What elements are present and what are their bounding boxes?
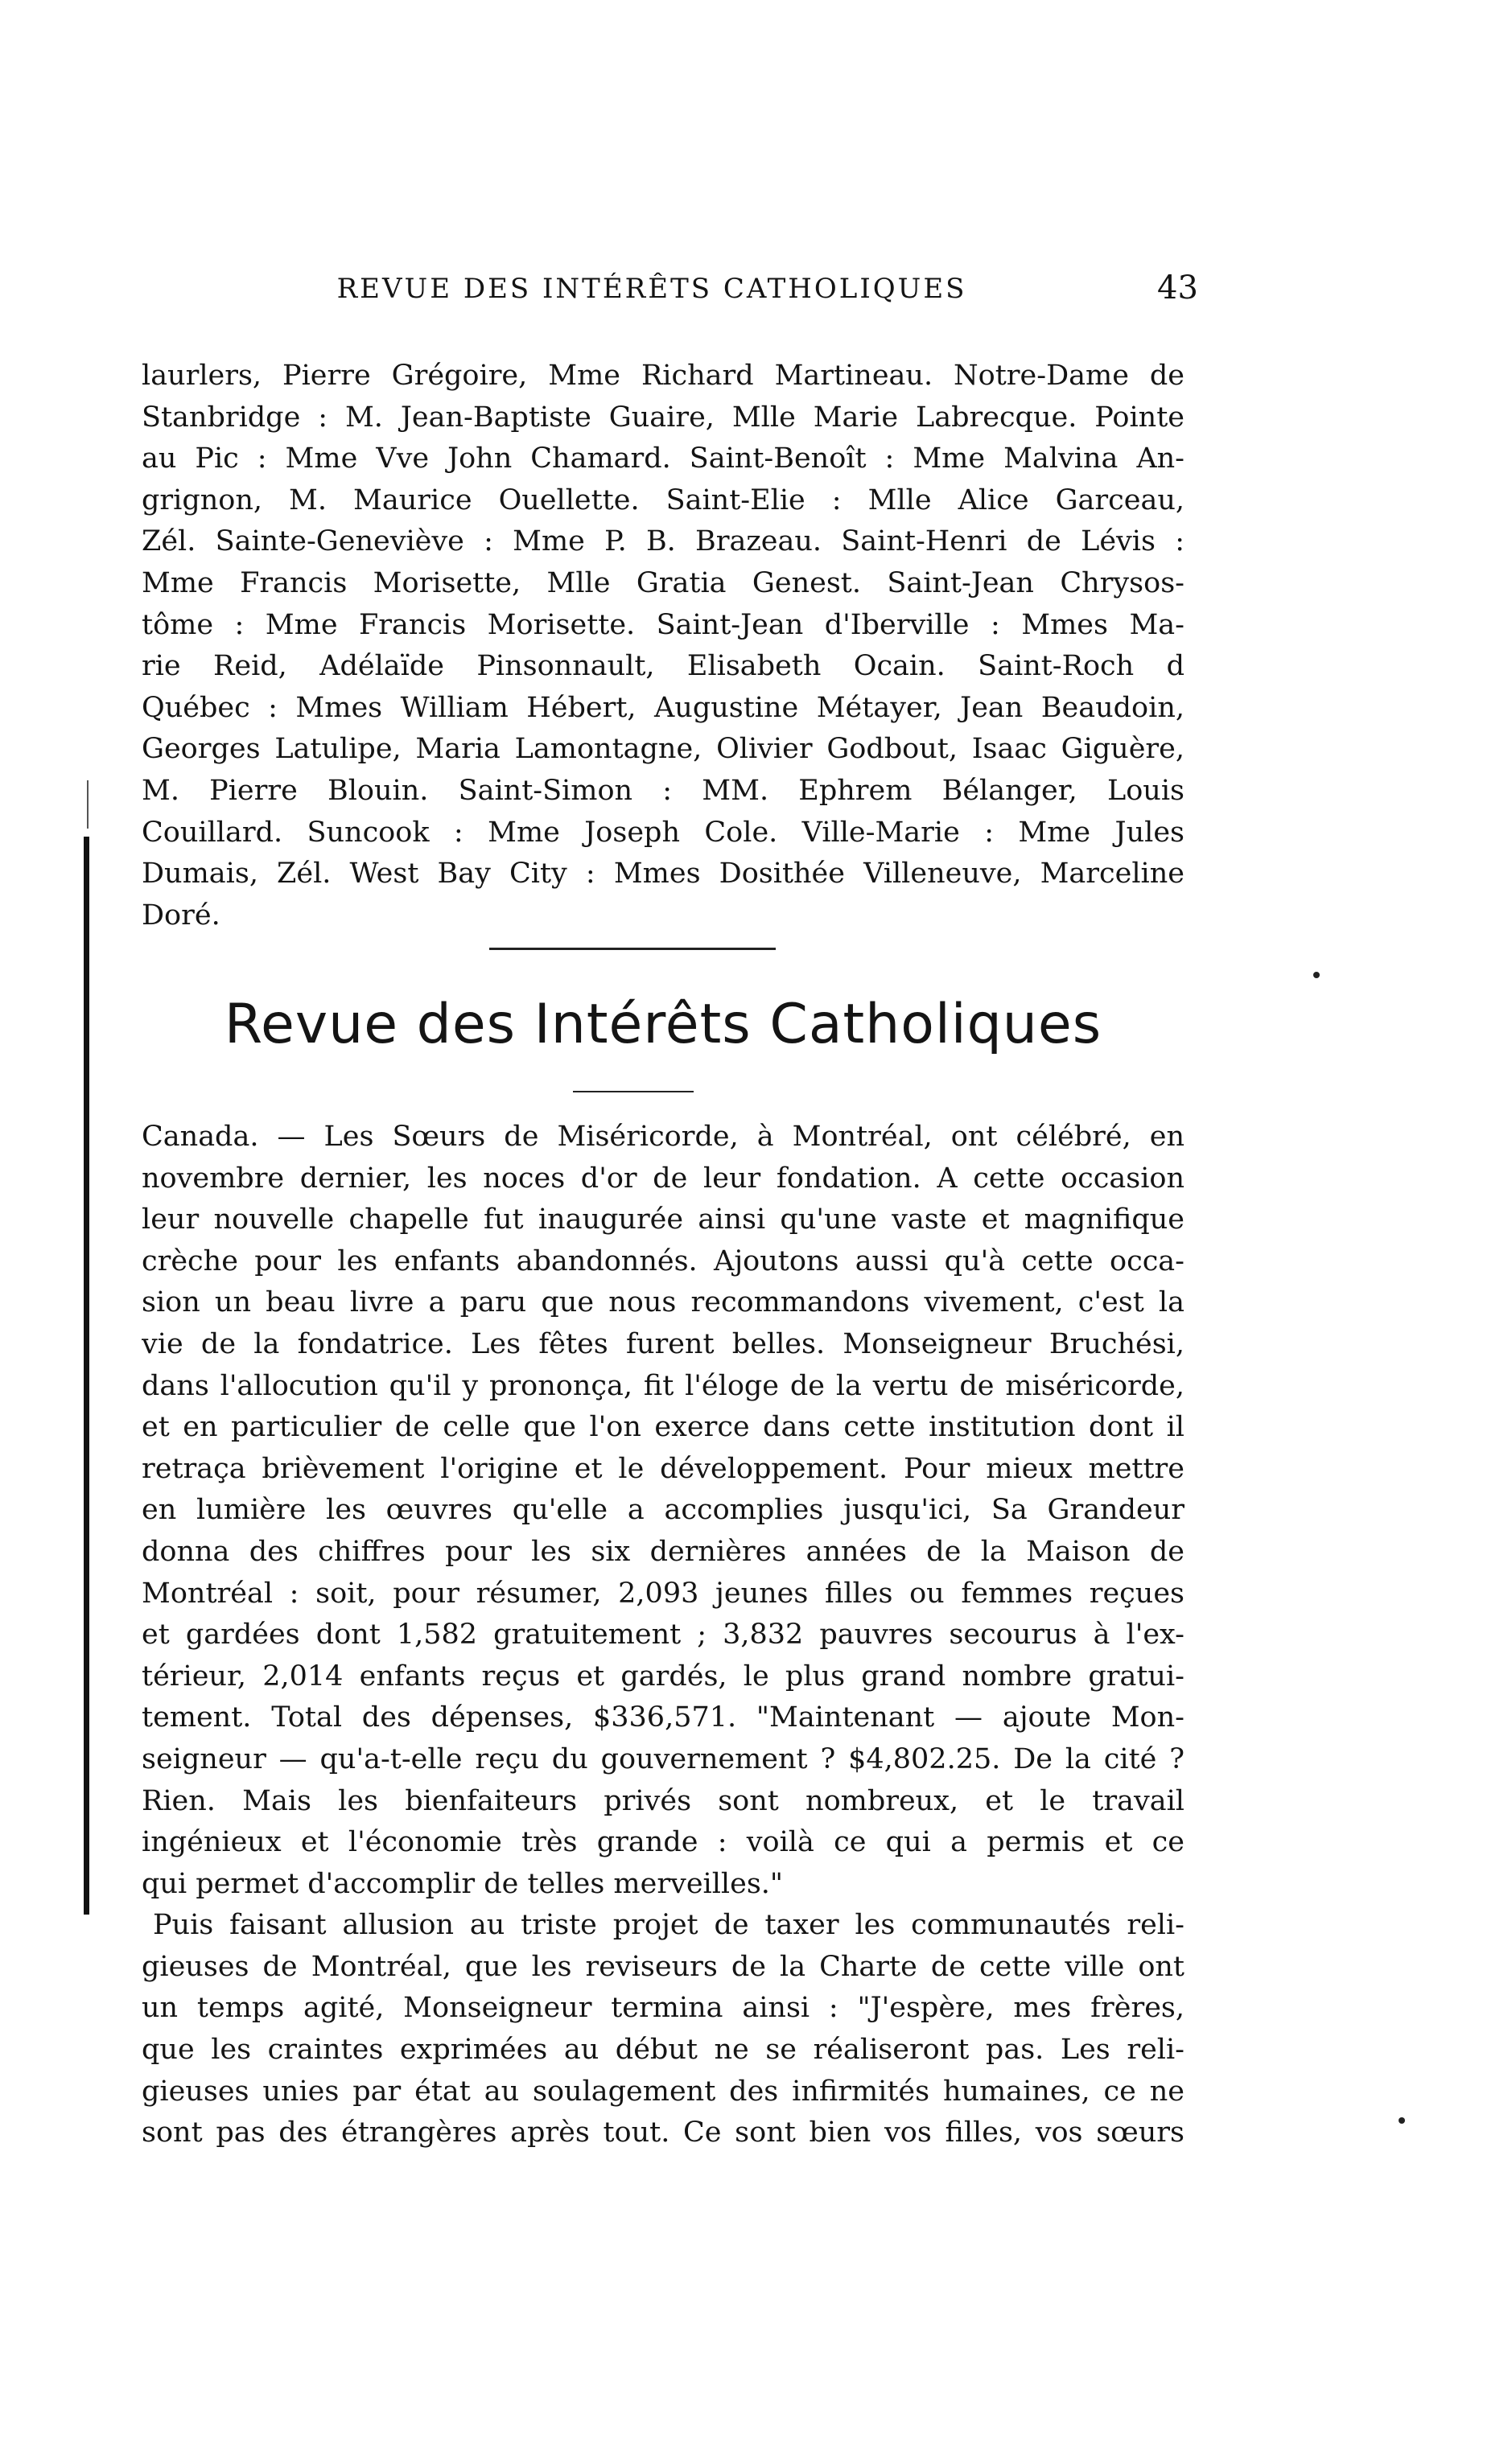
text-line: leur nouvelle chapelle fut inaugurée ainsi qu'une vaste et magnifique — [142, 1203, 1184, 1236]
text-line: novembre dernier, les noces d'or de leur fondation. A cette occasion — [142, 1162, 1184, 1195]
scan-speck — [1313, 972, 1320, 978]
text-line: Québec : Mmes William Hébert, Augustine Métayer, Jean Beaudoin, — [142, 691, 1184, 724]
page-number: 43 — [1157, 269, 1198, 306]
text-line: Georges Latulipe, Maria Lamontagne, Olivier Godbout, Isaac Giguère, — [142, 733, 1184, 766]
text-line: un temps agité, Monseigneur termina ainsi : "J'espère, mes frères, — [142, 1992, 1184, 2025]
text-line: Mme Francis Morisette, Mlle Gratia Genest. Saint-Jean Chrysos- — [142, 566, 1184, 599]
text-line: Dumais, Zél. West Bay City : Mmes Dosithée Villeneuve, Marceline — [142, 858, 1184, 891]
text-line: vie de la fondatrice. Les fêtes furent belles. Monseigneur Bruchési, — [142, 1327, 1184, 1360]
text-line: Puis faisant allusion au triste projet de taxer les communautés reli- — [153, 1909, 1184, 1942]
text-line: sont pas des étrangères après tout. Ce sont bien vos filles, vos sœurs — [142, 2116, 1184, 2149]
text-line: ingénieux et l'économie très grande : voilà ce qui a permis et ce — [142, 1826, 1184, 1859]
text-line: gieuses de Montréal, que les reviseurs de la Charte de cette ville ont — [142, 1950, 1184, 1983]
text-line: Stanbridge : M. Jean-Baptiste Guaire, Mlle Marie Labrecque. Pointe — [142, 401, 1184, 434]
scan-margin-mark — [87, 780, 89, 829]
text-line: dans l'allocution qu'il y prononça, fit l'éloge de la vertu de miséricorde, — [142, 1369, 1184, 1402]
text-line: Canada. — Les Sœurs de Miséricorde, à Montréal, ont célébré, en — [142, 1121, 1184, 1153]
text-line: Montréal : soit, pour résumer, 2,093 jeunes filles ou femmes reçues — [142, 1577, 1184, 1610]
text-line: grignon, M. Maurice Ouellette. Saint-Elie : Mlle Alice Garceau, — [142, 483, 1184, 516]
running-head: REVUE DES INTÉRÊTS CATHOLIQUES — [336, 273, 967, 305]
text-line: gieuses unies par état au soulagement des infirmités humaines, ce ne — [142, 2075, 1184, 2108]
text-line: térieur, 2,014 enfants reçus et gardés, le plus grand nombre gratui- — [142, 1660, 1184, 1693]
scan-speck — [1399, 2117, 1405, 2124]
text-line: M. Pierre Blouin. Saint-Simon : MM. Ephrem Bélanger, Louis — [142, 774, 1184, 807]
text-line: Rien. Mais les bienfaiteurs privés sont nombreux, et le travail — [142, 1784, 1184, 1817]
text-line: et gardées dont 1,582 gratuitement ; 3,832 pauvres secourus à l'ex- — [142, 1619, 1184, 1652]
text-line: rie Reid, Adélaïde Pinsonnault, Elisabeth Ocain. Saint-Roch d — [142, 650, 1184, 683]
text-line: au Pic : Mme Vve John Chamard. Saint-Benoît : Mme Malvina An- — [142, 442, 1184, 475]
donor-list-paragraph — [142, 356, 1184, 936]
section-divider-bottom — [573, 1091, 694, 1092]
scan-margin-bar — [84, 837, 89, 1915]
article-paragraph — [142, 1117, 1184, 2154]
text-line: que les craintes exprimées au début ne se réaliseront pas. Les reli- — [142, 2034, 1184, 2067]
text-line: donna des chiffres pour les six dernières années de la Maison de — [142, 1535, 1184, 1568]
text-line: crèche pour les enfants abandonnés. Ajoutons aussi qu'à cette occa- — [142, 1244, 1184, 1277]
text-line: seigneur — qu'a-t-elle reçu du gouvernement ? $4,802.25. De la cité ? — [142, 1742, 1184, 1775]
section-title: Revue des Intérêts Catholiques — [224, 993, 1102, 1056]
text-line: sion un beau livre a paru que nous recommandons vivement, c'est la — [142, 1286, 1184, 1319]
text-line: tôme : Mme Francis Morisette. Saint-Jean d'Iberville : Mmes Ma- — [142, 608, 1184, 641]
text-line: Doré. — [142, 899, 220, 932]
text-line: Zél. Sainte-Geneviève : Mme P. B. Brazeau. Saint-Henri de Lévis : — [142, 525, 1184, 558]
text-line: Couillard. Suncook : Mme Joseph Cole. Ville-Marie : Mme Jules — [142, 816, 1184, 849]
section-divider-top — [489, 948, 776, 950]
text-line: et en particulier de celle que l'on exerce dans cette institution dont il — [142, 1411, 1184, 1444]
text-line: en lumière les œuvres qu'elle a accomplies jusqu'ici, Sa Grandeur — [142, 1494, 1184, 1527]
text-line: qui permet d'accomplir de telles merveilles." — [142, 1867, 784, 1900]
text-line: retraça brièvement l'origine et le développement. Pour mieux mettre — [142, 1452, 1184, 1485]
text-line: laurlers, Pierre Grégoire, Mme Richard Martineau. Notre-Dame de — [142, 360, 1184, 392]
text-line: tement. Total des dépenses, $336,571. "Maintenant — ajoute Mon- — [142, 1701, 1184, 1734]
